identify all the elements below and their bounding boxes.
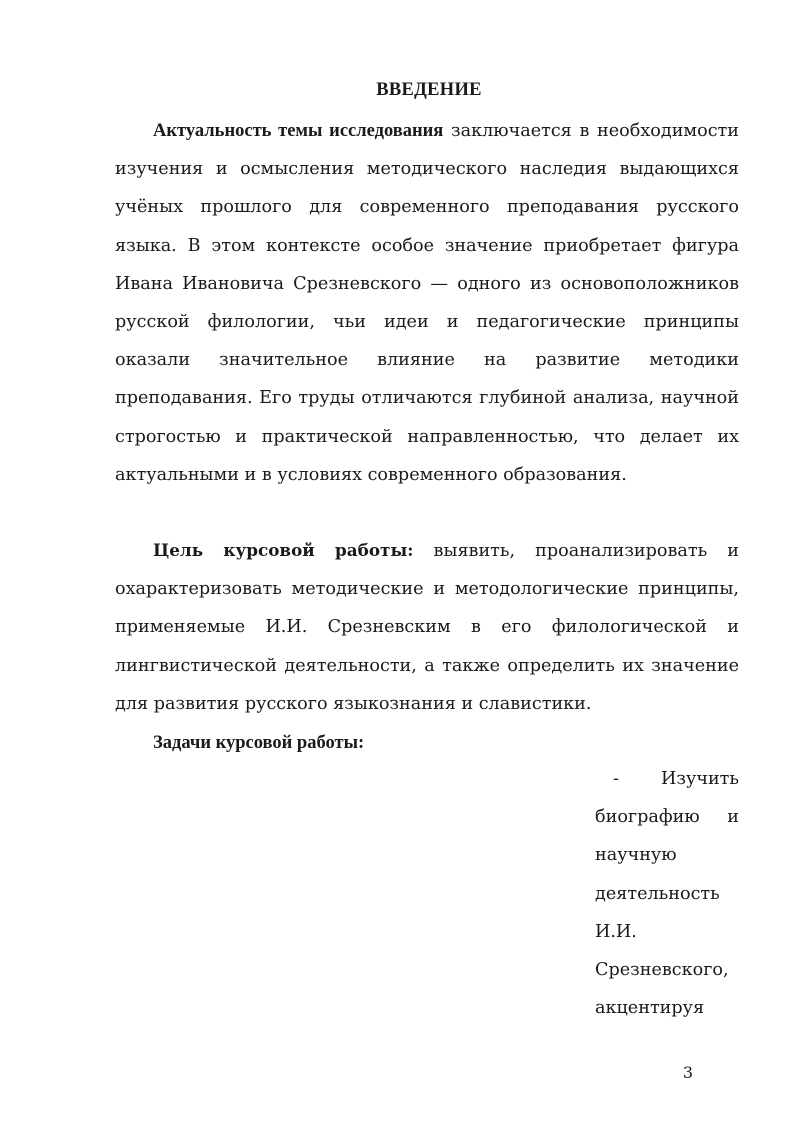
section-heading: ВВЕДЕНИЕ — [376, 80, 482, 100]
relevance-paragraph — [115, 112, 739, 494]
relevance-lead: Актуальность темы исследования — [153, 121, 444, 141]
goal-paragraph — [115, 531, 739, 723]
goal-lead: Цель курсовой работы: — [153, 540, 414, 560]
goal-text: выявить, проанализировать и охарактеризовать методические и методологические принципы, применяемые И.И. Срезневским в его филологической и лингвистической деятельности, а также определить их значение для развития русского языкознания и славистики. — [115, 541, 740, 714]
task-item: - Изучить биографию и научную деятельность И.И. Срезневского, акцентируя — [595, 769, 739, 1019]
tasks-heading: Задачи курсовой работы: — [153, 733, 365, 753]
page-number: 3 — [682, 1063, 694, 1082]
relevance-text: заключается в необходимости изучения и осмысления методического наследия выдающихся учёных прошлого для современного преподавания русского языка. В этом контексте особое значение приобретает фигура Ивана Ивановича Срезневского — одного из основоположников русской филологии, чьи идеи и педагогические принципы оказали значительное влияние на развитие методики преподавания. Его труды отличаются глубиной анализа, научной строгостью и практической направленностью, что делает их актуальными и в условиях современного образования. — [115, 121, 740, 485]
